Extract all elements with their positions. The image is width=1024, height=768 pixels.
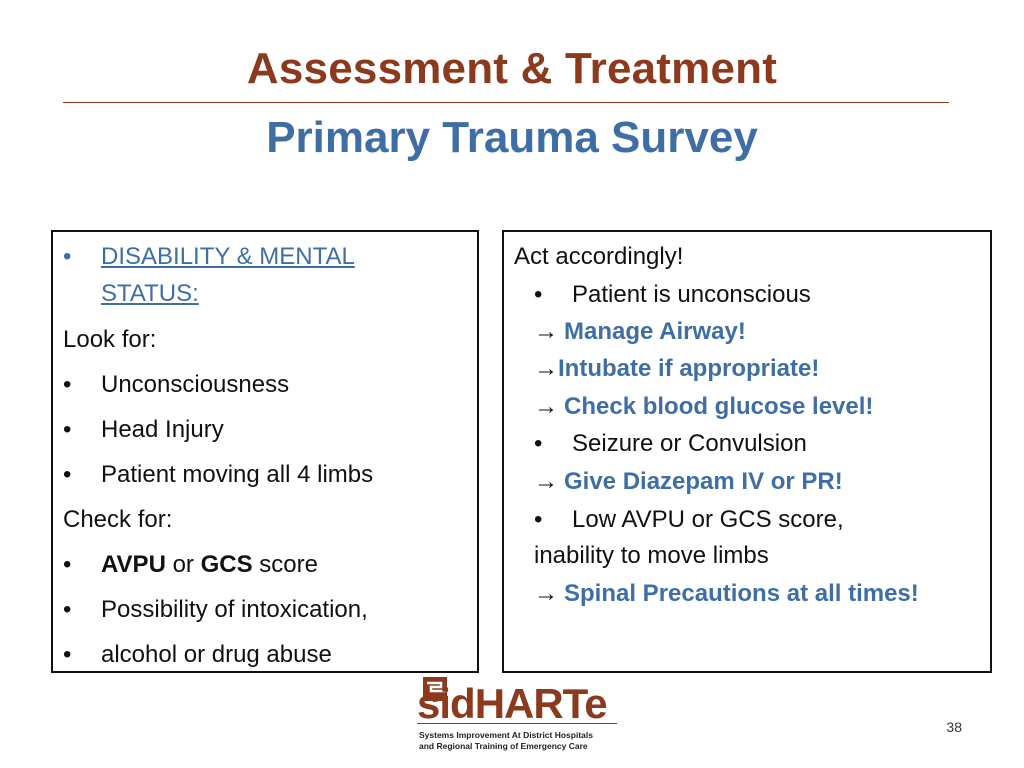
look-for-item-text: Unconsciousness <box>101 371 290 398</box>
action-text: Manage Airway! <box>564 318 746 345</box>
condition-item <box>534 505 844 534</box>
arrow-right-icon: → <box>534 318 558 345</box>
bullet-icon: • <box>63 371 72 398</box>
look-for-label: Look for: <box>63 326 157 353</box>
action-item <box>534 467 843 496</box>
sidharte-logo <box>417 675 617 753</box>
action-item <box>534 392 873 421</box>
arrow-right-icon: → <box>534 393 558 420</box>
title-divider <box>63 102 949 103</box>
logo-wordmark <box>417 680 607 727</box>
slide-subtitle: Primary Trauma Survey <box>266 113 758 162</box>
avpu-term: AVPU <box>101 551 166 578</box>
bullet-icon: • <box>63 243 72 270</box>
bullet-icon: • <box>63 551 72 578</box>
logo-tagline-1: Systems Improvement At District Hospitals <box>419 730 593 740</box>
disability-heading-line1: DISABILITY & MENTAL <box>101 243 355 270</box>
bullet-icon: • <box>534 506 543 533</box>
right-panel-actions <box>502 230 992 673</box>
action-text: Give Diazepam IV or PR! <box>564 468 843 495</box>
condition-text: Low AVPU or GCS score, <box>572 506 844 533</box>
action-item <box>534 317 746 346</box>
bullet-icon: • <box>534 281 543 308</box>
action-text: Intubate if appropriate! <box>558 355 820 382</box>
score-text: score <box>252 551 318 578</box>
check-for-label: Check for: <box>63 506 173 533</box>
disability-heading-line2: STATUS: <box>101 280 199 307</box>
or-text: or <box>165 551 201 578</box>
arrow-right-icon: → <box>534 580 558 607</box>
arrow-right-icon: → <box>534 355 558 382</box>
slide-title: Assessment & Treatment <box>246 44 778 93</box>
condition-text: Patient is unconscious <box>572 281 811 308</box>
gcs-term: GCS <box>200 551 253 578</box>
bullet-icon: • <box>63 641 72 668</box>
arrow-right-icon: → <box>534 468 558 495</box>
slide-number: 38 <box>946 719 962 735</box>
condition-item <box>534 429 807 458</box>
bullet-icon: • <box>63 596 72 623</box>
action-item <box>534 354 819 383</box>
look-for-item-text: Patient moving all 4 limbs <box>101 461 374 488</box>
check-for-avpu-gcs <box>101 550 318 579</box>
logo-harte: HARTe <box>474 680 607 727</box>
bullet-icon: • <box>63 416 72 443</box>
look-for-item-text: Head Injury <box>101 416 224 443</box>
logo-divider <box>417 723 617 724</box>
condition-text-cont: inability to move limbs <box>534 542 769 569</box>
bullet-icon: • <box>534 430 543 457</box>
check-for-item-text: alcohol or drug abuse <box>101 641 332 668</box>
condition-text: Seizure or Convulsion <box>572 430 807 457</box>
act-accordingly-intro: Act accordingly! <box>514 243 684 270</box>
bullet-icon: • <box>63 461 72 488</box>
logo-sid: sid <box>417 680 475 727</box>
action-text: Spinal Precautions at all times! <box>564 580 919 607</box>
left-panel-disability <box>51 230 479 673</box>
check-for-item-text: Possibility of intoxication, <box>101 596 368 623</box>
action-item <box>534 579 919 608</box>
condition-item <box>534 280 811 309</box>
action-text: Check blood glucose level! <box>564 393 874 420</box>
logo-tagline-2: and Regional Training of Emergency Care <box>419 741 588 751</box>
